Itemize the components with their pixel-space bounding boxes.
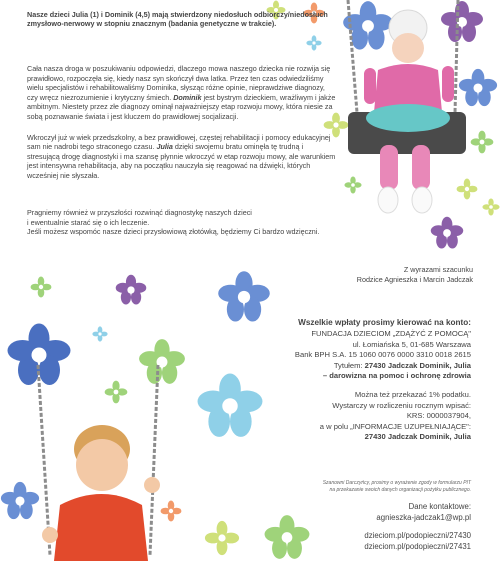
profile-link-julia[interactable]: dzieciom.pl/podopieczni/27431 bbox=[364, 541, 471, 551]
consent-note bbox=[266, 480, 471, 493]
story-text bbox=[27, 64, 337, 192]
child-name-julia: Julia bbox=[156, 142, 173, 152]
closing-line: Pragniemy również w przyszłości rozwinąć diagnostykę naszych dzieci bbox=[27, 208, 252, 217]
closing-line: Jeśli możesz wspomóc nasze dzieci przysłowiową złotówką, będziemy Ci bardzo wdzięczni. bbox=[27, 227, 320, 237]
tax-info-line: Można też przekazać 1% podatku. bbox=[354, 390, 471, 400]
signature-names: Rodzice Agnieszka i Marcin Jadczak bbox=[356, 275, 473, 284]
contact-label: Dane kontaktowe: bbox=[408, 502, 471, 511]
flower-decoration-icon bbox=[92, 326, 108, 342]
story-text-segment: jest bystrym dzieckiem, wrażliwym i jakże ambitnym. Niestety przez złe diagnozy ominął najważniejszy etap rozwoju mowy, która niesie za sobą poznawanie świata i jest kluczem do prawidłowej socjalizacji. bbox=[27, 92, 336, 121]
closing-line: i ewentualnie starać się o ich leczenie. bbox=[27, 217, 150, 227]
story-text-segment: dzięki swojemu bratu ominęła tę trudną i stresującą drogę diagnostyki i ma szansę płynnie wkroczyć w etap rozwoju mowy, ale warunkiem jest intensywna rehabilitacja, aby na początku nauczyła się reagować na dźwięki, których wcześniej nie słyszała. bbox=[27, 142, 336, 180]
donation-block bbox=[231, 318, 471, 442]
foundation-name: FUNDACJA DZIECIOM „ZDĄŻYĆ Z POMOCĄ" bbox=[311, 329, 471, 339]
signature-greeting: Z wyrazami szacunku bbox=[403, 265, 473, 274]
flower-decoration-icon bbox=[306, 35, 322, 51]
foundation-address: ul. Łomiańska 5, 01-685 Warszawa bbox=[352, 339, 471, 349]
tax-info-line: a w polu „INFORMACJE UZUPEŁNIAJĄCE": bbox=[319, 421, 471, 431]
child-name-dominik: Dominik bbox=[173, 92, 202, 102]
donation-heading: Wszelkie wpłaty prosimy kierować na konto: bbox=[298, 318, 471, 327]
transfer-title-label: Tytułem: bbox=[333, 360, 365, 370]
flower-decoration-icon bbox=[30, 276, 52, 298]
girl-on-swing-photo bbox=[330, 0, 480, 225]
tax-info-value: 27430 Jadczak Dominik, Julia bbox=[364, 432, 471, 442]
transfer-title-value: 27430 Jadczak Dominik, Julia bbox=[364, 360, 471, 370]
consent-line: na przekazanie swoich danych organizacji pożytku publicznego. bbox=[329, 486, 471, 493]
story-paragraph bbox=[27, 64, 337, 122]
contact-block bbox=[271, 502, 471, 552]
transfer-title-line bbox=[231, 361, 471, 371]
story-text-segment: Cała nasza droga w poszukiwaniu odpowiedzi, dlaczego mowa naszego dziecka nie rozwija się prawidłowo, rozpoczęła się, kiedy nasz syn skończył dwa latka. Przez ten czas odwiedziliśmy wielu specjalistów i rehabilitowaliśmy Dominika, słysząc różne opinie, nieprawdziwe diagnozy, czy wręcz niezrozumienie i krytyczny śmiech. bbox=[27, 64, 331, 102]
flower-decoration-icon bbox=[482, 190, 500, 224]
story-paragraph bbox=[27, 133, 337, 181]
intro-paragraph: Nasze dzieci Julia (1) i Dominik (4,5) mają stwierdzony niedosłuch odbiorczy/niedosłuch zmysłowo-nerwowy w stopniu znacznym (badania genetyczne w trakcie). bbox=[27, 10, 328, 29]
flower-decoration-icon bbox=[204, 520, 240, 556]
consent-line: Szanowni Darczyńcy, prosimy o wyrażenie zgody w formularzu PIT bbox=[322, 480, 471, 486]
boy-on-swing-photo bbox=[30, 365, 170, 561]
story-text-segment: Wkroczył już w wiek przedszkolny, a bez prawidłowej, częstej rehabilitacji i pomocy edukacyjnej sam nie nadrobi tego straconego czasu. bbox=[27, 132, 331, 152]
krs-number: KRS: 0000037904, bbox=[406, 411, 471, 421]
closing-paragraph bbox=[27, 208, 367, 237]
flower-decoration-icon bbox=[115, 274, 147, 306]
bank-account: Bank BPH S.A. 15 1060 0076 0000 3310 0018 2615 bbox=[294, 350, 471, 360]
profile-link-dominik[interactable]: dzieciom.pl/podopieczni/27430 bbox=[364, 531, 471, 541]
tax-info-line: Wystarczy w rozliczeniu rocznym wpisać: bbox=[332, 400, 471, 410]
signature-block bbox=[273, 265, 473, 285]
flower-decoration-icon bbox=[217, 270, 271, 324]
donation-purpose: – darowizna na pomoc i ochronę zdrowia bbox=[322, 371, 471, 381]
contact-email-link[interactable]: agnieszka-jadczak1@wp.pl bbox=[376, 512, 471, 522]
